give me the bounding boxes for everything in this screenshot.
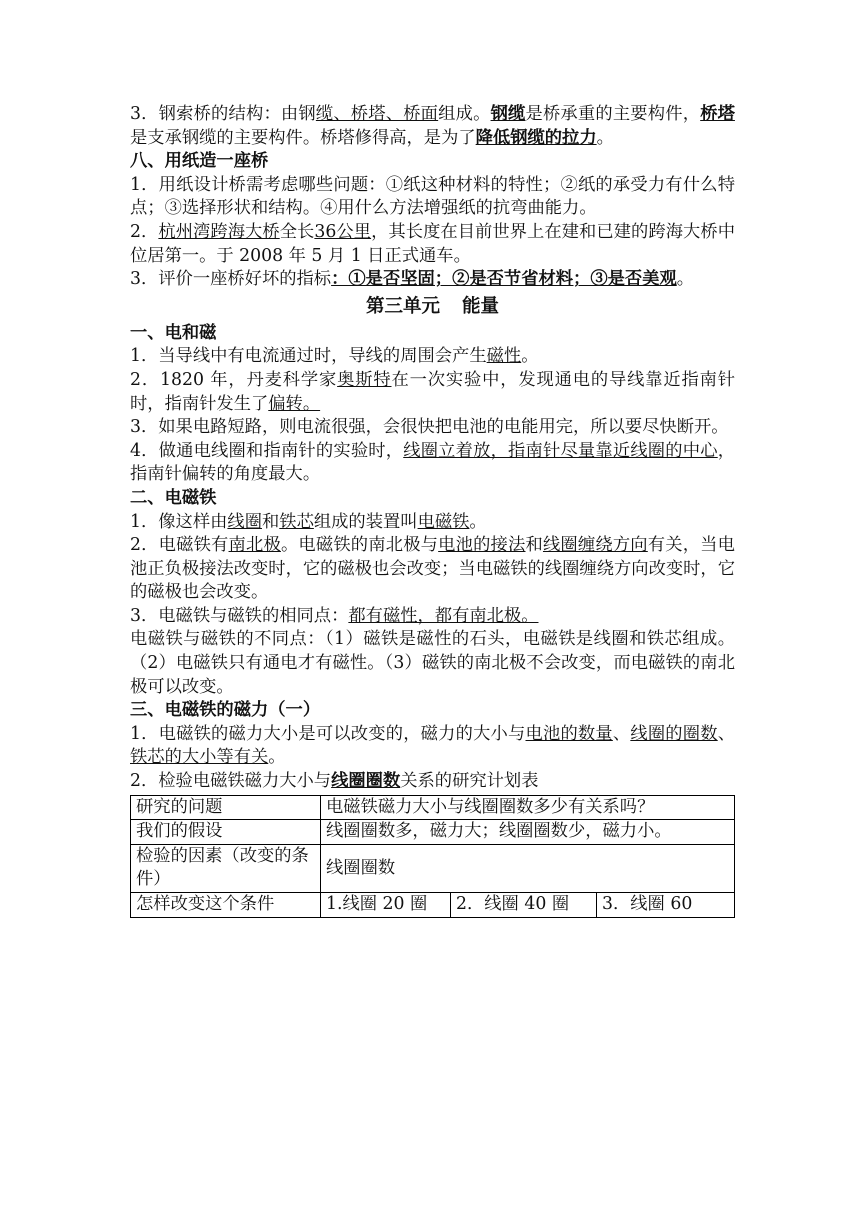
underlined-text: 奥斯特 xyxy=(337,369,392,390)
section-heading-1: 一、电和磁 xyxy=(130,322,217,343)
document-page xyxy=(130,103,735,918)
text: ，指南针偏转的角度最大。 xyxy=(130,440,735,485)
text: 是支承钢缆的主要构件。桥塔修得高，是为了 xyxy=(130,127,476,148)
unit-name: 能量 xyxy=(462,295,500,317)
sec2-item-2 xyxy=(130,534,735,605)
underlined-text: 磁性 xyxy=(486,346,522,367)
text: 关系的研究计划表 xyxy=(400,771,539,792)
table-cell: 检验的因素（改变的条件） xyxy=(131,844,321,892)
bold-underlined-text: 桥塔 xyxy=(700,104,735,124)
research-plan-table xyxy=(130,795,735,918)
table-row xyxy=(131,820,735,845)
table-row xyxy=(131,844,735,892)
text: 4．做通电线圈和指南针的实验时， xyxy=(130,440,404,461)
table-cell: 1.线圈 20 圈 xyxy=(321,893,451,918)
text: 全长 xyxy=(279,221,315,242)
text: 。电磁铁的南北极与 xyxy=(280,535,439,556)
text: 2．检验电磁铁磁力大小与 xyxy=(130,771,332,792)
underlined-text: 都有磁性，都有南北极。 xyxy=(348,605,539,626)
text: 。 xyxy=(469,511,487,532)
table-cell: 研究的问题 xyxy=(131,795,321,820)
underlined-text: 电池的接法 xyxy=(438,535,526,556)
sec2-item-1 xyxy=(130,511,735,535)
table-cell: 电磁铁磁力大小与线圈圈数多少有关系吗？ xyxy=(321,795,735,820)
bold-underlined-text: 线圈圈数 xyxy=(331,771,401,792)
text: 。 xyxy=(521,346,539,367)
table-row xyxy=(131,795,735,820)
bridge-structure-item xyxy=(130,103,735,150)
text: ，其长度在目前世界上在建和已建的跨海大桥中位居第一。于 2008 年 5 月 1 日正式通车。 xyxy=(130,221,735,266)
text: 3．电磁铁与磁铁的相同点： xyxy=(130,605,349,626)
text: 1．当导线中有电流通过时，导线的周围会产生 xyxy=(130,346,487,367)
underlined-text: 36公里 xyxy=(314,221,372,242)
underlined-text: 线圈缠绕方向 xyxy=(542,535,648,556)
text: 2．电磁铁有 xyxy=(130,535,229,556)
text: 在一次实验中，发现通电的导线靠近指南针时，指南针发生了 xyxy=(130,369,735,414)
text: 钢索桥的结构：由钢 xyxy=(158,104,316,124)
text: 1．像这样由 xyxy=(130,511,228,532)
text: 、 xyxy=(612,723,631,744)
text: 3．评价一座桥好坏的指标 xyxy=(130,269,332,290)
text: 1．电磁铁的磁力大小是可以改变的，磁力的大小与 xyxy=(130,723,526,744)
underlined-text: 线圈立着放，指南针尽量靠近线圈的中心 xyxy=(403,440,718,461)
unit-title xyxy=(130,292,735,322)
text: 、 xyxy=(717,723,735,744)
underlined-text: 偏转。 xyxy=(268,393,321,414)
text: 。 xyxy=(268,747,286,768)
sec1-item-3: 3．如果电路短路，则电流很强，会很快把电池的电能用完，所以要尽快断开。 xyxy=(130,417,729,438)
bold-underlined-text: 降低钢缆的拉力 xyxy=(475,127,597,148)
table-row xyxy=(131,893,735,918)
item-number: 3． xyxy=(130,104,159,124)
section-heading-2: 二、电磁铁 xyxy=(130,487,217,508)
item-number: 2． xyxy=(130,221,159,242)
bold-underlined-text: 钢缆 xyxy=(490,104,526,124)
underlined-text: 电池的数量 xyxy=(525,723,613,744)
sec1-item-1 xyxy=(130,345,735,369)
underlined-text: 南北极 xyxy=(228,535,281,556)
sec3-item-2 xyxy=(130,770,735,794)
underlined-text: 杭州湾跨海大桥 xyxy=(158,221,280,242)
underlined-text: 铁芯的大小等有关 xyxy=(130,747,269,768)
table-cell: 线圈圈数 xyxy=(321,844,735,892)
text: 2．1820 年，丹麦科学家 xyxy=(130,369,338,390)
unit-number: 第三单元 xyxy=(365,295,440,317)
underlined-text: 线圈 xyxy=(227,511,262,532)
underlined-text: 缆、桥塔、桥面 xyxy=(315,104,439,124)
text: 是桥承重的主要构件， xyxy=(525,104,701,124)
text: 组成。 xyxy=(438,104,491,124)
underlined-text: 电磁铁 xyxy=(417,511,470,532)
table-cell: 我们的假设 xyxy=(131,820,321,845)
text: 组成的装置叫 xyxy=(313,511,418,532)
bold-underlined-text: ：①是否坚固；②是否节省材料；③是否美观 xyxy=(331,269,677,290)
text: 和 xyxy=(261,511,280,532)
section-heading-3: 三、电磁铁的磁力（一） xyxy=(130,700,321,721)
text: 。 xyxy=(676,269,695,290)
sec8-item-3 xyxy=(130,268,735,292)
text: 。 xyxy=(596,127,614,148)
table-cell: 线圈圈数多，磁力大；线圈圈数少，磁力小。 xyxy=(321,820,735,845)
table-cell: 3．线圈 60 xyxy=(597,893,735,918)
underlined-text: 铁芯 xyxy=(279,511,314,532)
sec8-item-2 xyxy=(130,221,735,268)
table-cell: 2．线圈 40 圈 xyxy=(451,893,597,918)
underlined-text: 线圈的圈数 xyxy=(630,723,718,744)
table-cell: 怎样改变这个条件 xyxy=(131,893,321,918)
sec1-item-2 xyxy=(130,369,735,416)
sec1-item-4 xyxy=(130,440,735,487)
sec2-item-3 xyxy=(130,605,735,629)
sec3-item-1 xyxy=(130,723,735,770)
sec2-differences: 电磁铁与磁铁的不同点：（1）磁铁是磁性的石头，电磁铁是线圈和铁芯组成。（2）电磁铁只有通电才有磁性。（3）磁铁的南北极不会改变，而电磁铁的南北极可以改变。 xyxy=(130,629,735,697)
sec8-item-1: 1．用纸设计桥需考虑哪些问题：①纸这种材料的特性；②纸的承受力有什么特点；③选择形状和结构。④用什么方法增强纸的抗弯曲能力。 xyxy=(130,174,735,219)
section-heading-8: 八、用纸造一座桥 xyxy=(130,151,269,172)
text: 和 xyxy=(525,535,543,556)
text: 有关，当电池正负极接法改变时，它的磁极也会改变；当电磁铁的线圈缠绕方向改变时，它的磁极也会改变。 xyxy=(130,535,735,603)
